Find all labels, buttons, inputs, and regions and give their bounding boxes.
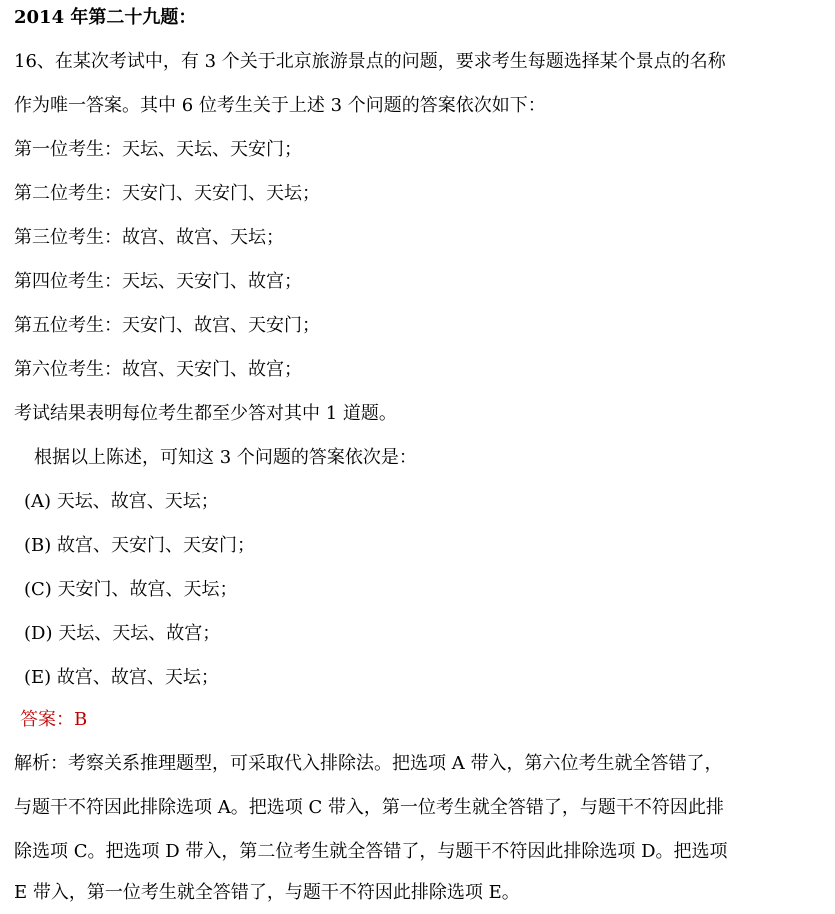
option-c: (C) 天安门、故宫、天坛； xyxy=(24,579,238,600)
analysis-line-1: 解析：考察关系推理题型，可采取代入排除法。把选项 A 带入，第六位考生就全答错了， xyxy=(14,753,723,774)
student-answer-2: 第二位考生：天安门、天安门、天坛； xyxy=(14,183,320,204)
option-a: (A) 天坛、故宫、天坛； xyxy=(24,491,219,512)
student-answer-3: 第三位考生：故宫、故宫、天坛； xyxy=(14,227,284,248)
analysis-line-3: 除选项 C。把选项 D 带入，第二位考生就全答错了，与题干不符因此排除选项 D。把选项 xyxy=(14,841,728,862)
student-answer-4: 第四位考生：天坛、天安门、故宫； xyxy=(14,271,302,292)
question-prompt: 根据以上陈述，可知这 3 个问题的答案依次是： xyxy=(34,447,417,468)
student-answer-6: 第六位考生：故宫、天安门、故宫； xyxy=(14,359,302,380)
option-b: (B) 故宫、天安门、天安门； xyxy=(24,535,255,556)
student-answer-1: 第一位考生：天坛、天坛、天安门； xyxy=(14,139,302,160)
exam-result-statement: 考试结果表明每位考生都至少答对其中 1 道题。 xyxy=(14,403,397,424)
answer-label: 答案：B xyxy=(20,709,88,730)
question-line-1: 16、在某次考试中，有 3 个关于北京旅游景点的问题，要求考生每题选择某个景点的名称 xyxy=(14,51,726,72)
option-e: (E) 故宫、故宫、天坛； xyxy=(24,667,219,688)
question-line-2: 作为唯一答案。其中 6 位考生关于上述 3 个问题的答案依次如下： xyxy=(14,95,546,116)
option-d: (D) 天坛、天坛、故宫； xyxy=(24,623,221,644)
student-answer-5: 第五位考生：天安门、故宫、天安门； xyxy=(14,315,320,336)
analysis-line-2: 与题干不符因此排除选项 A。把选项 C 带入，第一位考生就全答错了，与题干不符因此排 xyxy=(14,797,724,818)
analysis-line-4: E 带入，第一位考生就全答错了，与题干不符因此排除选项 E。 xyxy=(14,882,520,903)
document-title: 2014 年第二十九题： xyxy=(14,7,197,28)
